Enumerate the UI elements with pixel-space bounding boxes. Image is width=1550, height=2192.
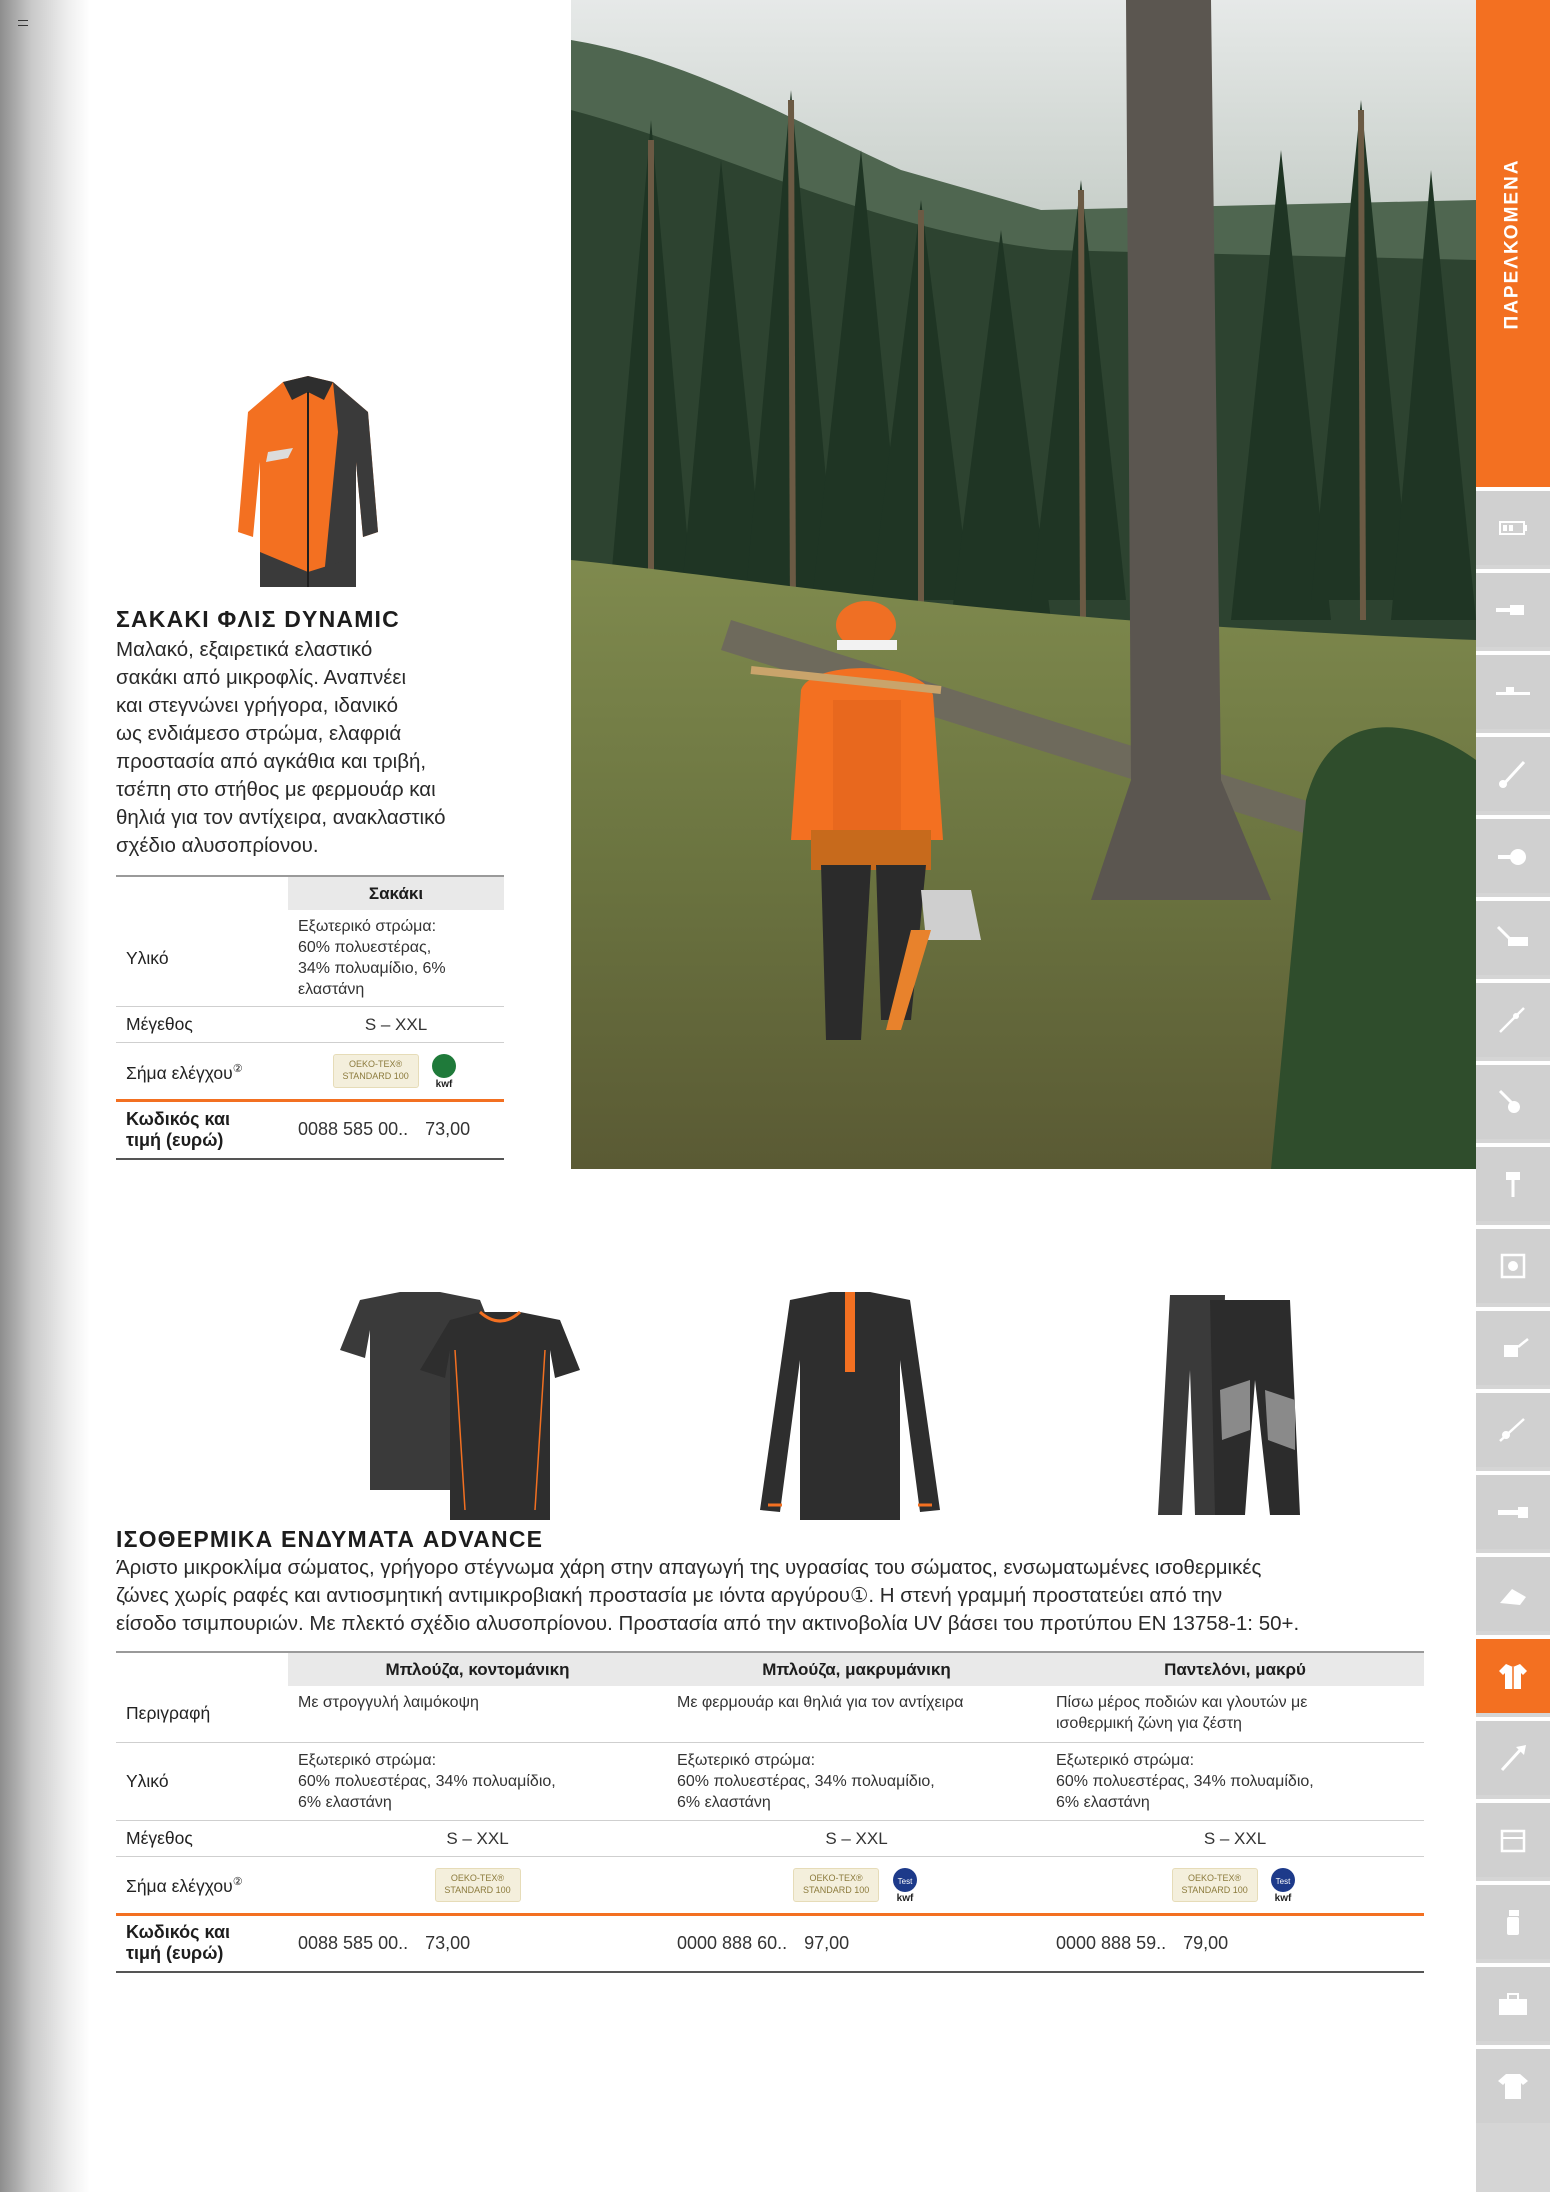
pressure-washer-icon xyxy=(1494,1333,1532,1363)
thermal-description-line: Άριστο μικροκλίμα σώματος, γρήγορο στέγνωμα χάρη στην απαγωγή της υγρασίας του σώματος, ενσωματωμένες ισοθερμικές xyxy=(116,1556,1262,1579)
brushcutter-icon xyxy=(1494,759,1532,789)
oeko-tex-badge xyxy=(333,1054,419,1088)
test-marks-cell xyxy=(1046,1856,1424,1914)
test-mark-label xyxy=(116,1856,288,1914)
hedge-trimmer-icon xyxy=(1494,1497,1532,1527)
jacket-spec-table xyxy=(116,875,504,1160)
description-cell xyxy=(288,1686,667,1742)
jacket-column-header: Σακάκι xyxy=(288,876,504,910)
material-label: Υλικό xyxy=(116,910,288,1007)
kwf-badge-text: kwf xyxy=(896,1892,914,1903)
jacket-title: ΣΑΚΑΚΙ ΦΛΙΣ DYNAMIC xyxy=(116,606,400,632)
long-pants-image xyxy=(1150,1290,1320,1520)
size-label: Μέγεθος xyxy=(116,1820,288,1856)
section-tab-label: ΠΑΡΕΛΚΟΜΕΝΑ xyxy=(1502,157,1523,330)
material-line: 60% πολυεστέρας, 34% πολυαμίδιο, xyxy=(677,1772,935,1790)
material-line: Εξωτερικό στρώμα: xyxy=(677,1751,816,1769)
material-cell xyxy=(288,1742,667,1820)
side-navigation xyxy=(1476,0,1550,2192)
trimmer-icon xyxy=(1494,1005,1532,1035)
column-header-pants: Παντελόνι, μακρύ xyxy=(1046,1652,1424,1686)
lawnmower-icon xyxy=(1494,923,1532,953)
kwf-badge-text: kwf xyxy=(436,1079,453,1089)
jacket-price-cell xyxy=(288,1101,504,1159)
nav-item-cutoff[interactable] xyxy=(1476,1225,1550,1303)
description-cell xyxy=(1046,1686,1424,1742)
nav-item-pressure-washer[interactable] xyxy=(1476,1307,1550,1385)
material-line: 6% ελαστάνη xyxy=(1056,1793,1150,1811)
material-cell xyxy=(1046,1742,1424,1820)
nav-item-brushcutter[interactable] xyxy=(1476,733,1550,811)
article-code: 0000 888 59.. xyxy=(1056,1932,1167,1953)
nav-item-merchandise[interactable] xyxy=(1476,2045,1550,2123)
jacket-price: 73,00 xyxy=(425,1119,471,1140)
description-cell xyxy=(667,1686,1046,1742)
jacket-material-value xyxy=(288,910,504,1007)
material-line: 60% πολυεστέρας, 34% πολυαμίδιο, xyxy=(298,1772,556,1790)
blower-icon xyxy=(1494,841,1532,871)
description-label: Περιγραφή xyxy=(116,1686,288,1742)
storage-box-icon xyxy=(1494,1825,1532,1855)
nav-item-vacuum[interactable] xyxy=(1476,1553,1550,1631)
jacket-article-code: 0088 585 00.. xyxy=(298,1119,409,1140)
nav-item-blower[interactable] xyxy=(1476,815,1550,893)
nav-item-sprayer[interactable] xyxy=(1476,1389,1550,1467)
tshirt-icon xyxy=(1494,2071,1532,2101)
description-line: Πίσω μέρος ποδιών και γλουτών με xyxy=(1056,1694,1308,1711)
jacket-description-line: Μαλακό, εξαιρετικά ελαστικό xyxy=(116,638,373,661)
material-line: 34% πολυαμίδιο, 6% xyxy=(298,960,446,977)
thermal-products-images xyxy=(330,1290,1340,1520)
article-code: 0088 585 00.. xyxy=(298,1932,409,1953)
material-line: Εξωτερικό στρώμα: xyxy=(298,1751,437,1769)
price-label-line: Κωδικός και xyxy=(126,1108,231,1129)
jacket-description-line: τσέπη στο στήθος με φερμουάρ και xyxy=(116,778,436,801)
nav-item-tiller[interactable] xyxy=(1476,1061,1550,1139)
table-corner-cell xyxy=(116,1652,288,1686)
cutoff-machine-icon xyxy=(1494,1251,1532,1281)
nav-item-pole-pruner[interactable] xyxy=(1476,651,1550,729)
kwf-badge xyxy=(429,1053,459,1089)
size-cell: S – XXL xyxy=(288,1820,667,1856)
fleece-jacket-image xyxy=(228,372,388,597)
jacket-test-marks xyxy=(288,1043,504,1101)
jacket-description-line: προστασία από αγκάθια και τριβή, xyxy=(116,750,427,773)
kwf-test-badge xyxy=(1268,1867,1298,1903)
nav-item-battery[interactable] xyxy=(1476,487,1550,565)
forest-scene-illustration xyxy=(571,0,1476,1169)
size-cell: S – XXL xyxy=(667,1820,1046,1856)
oeko-tex-badge xyxy=(435,1868,521,1902)
test-mark-label-text: Σήμα ελέγχου xyxy=(126,1062,233,1083)
nav-item-auger[interactable] xyxy=(1476,1143,1550,1221)
price-label-line: τιμή (ευρώ) xyxy=(126,1129,224,1150)
price-label xyxy=(116,1101,288,1159)
test-marks-cell xyxy=(288,1856,667,1914)
test-marks-cell xyxy=(667,1856,1046,1914)
nav-item-trimmer[interactable] xyxy=(1476,979,1550,1057)
toolbox-icon xyxy=(1494,1989,1532,2019)
material-label: Υλικό xyxy=(116,1742,288,1820)
jacket-description xyxy=(116,636,516,860)
price-cell xyxy=(667,1914,1046,1972)
material-line: 60% πολυεστέρας, xyxy=(298,939,432,956)
nav-item-hedge-trimmer[interactable] xyxy=(1476,1471,1550,1549)
description-line: ισοθερμική ζώνη για ζέστη xyxy=(1056,1715,1242,1732)
jacket-description-line: ως ενδιάμεσο στρώμα, ελαφριά xyxy=(116,722,402,745)
chainsaw-icon xyxy=(1494,595,1532,625)
thermal-description-line: ζώνες χωρίς ραφές και αντιοσμητική αντιμικροβιακή προστασία με ιόντα αργύρου①. Η στενή γραμμή προστατεύει από την xyxy=(116,1584,1223,1607)
article-code: 0000 888 60.. xyxy=(677,1932,788,1953)
price-cell xyxy=(288,1914,667,1972)
material-line: 6% ελαστάνη xyxy=(298,1793,392,1811)
oeko-tex-badge-line2: STANDARD 100 xyxy=(342,1071,409,1081)
battery-icon xyxy=(1494,513,1532,543)
page-edge-shadow xyxy=(0,0,90,2192)
auger-icon xyxy=(1494,1169,1532,1199)
price: 97,00 xyxy=(804,1932,850,1953)
jacket-description-line: σχέδιο αλυσοπρίονου. xyxy=(116,834,319,857)
oeko-tex-badge-line2: STANDARD 100 xyxy=(444,1884,511,1895)
thermal-spec-table xyxy=(116,1651,1424,1973)
nav-item-axe[interactable] xyxy=(1476,1717,1550,1795)
spray-bottle-icon xyxy=(1494,1907,1532,1937)
tiller-icon xyxy=(1494,1087,1532,1117)
section-tab-accessories[interactable] xyxy=(1476,0,1550,487)
price-label xyxy=(116,1914,288,1972)
nav-item-care-products[interactable] xyxy=(1476,1881,1550,1959)
oeko-tex-badge xyxy=(793,1868,879,1902)
table-corner-cell xyxy=(116,876,288,910)
nav-item-chainsaw[interactable] xyxy=(1476,569,1550,647)
price-cell xyxy=(1046,1914,1424,1972)
material-cell xyxy=(667,1742,1046,1820)
nav-item-storage[interactable] xyxy=(1476,1799,1550,1877)
oeko-tex-badge-line1: OEKO-TEX® xyxy=(450,1872,505,1883)
oeko-tex-badge xyxy=(1172,1868,1258,1902)
long-sleeve-shirt-image xyxy=(750,1290,950,1520)
footnote-marker: ② xyxy=(232,1876,243,1889)
column-header-long-sleeve: Μπλούζα, μακρυμάνικη xyxy=(667,1652,1046,1686)
material-line: Εξωτερικό στρώμα: xyxy=(298,918,437,935)
thermal-description xyxy=(116,1554,1436,1638)
jacket-description-line: και στεγνώνει γρήγορα, ιδανικό xyxy=(116,694,399,717)
jacket-description-line: θηλιά για τον αντίχειρα, ανακλαστικό xyxy=(116,806,446,829)
test-badge-text: Test xyxy=(897,1876,913,1886)
jacket-description-line: σακάκι από μικροφλίς. Αναπνέει xyxy=(116,666,407,689)
price: 79,00 xyxy=(1183,1932,1229,1953)
test-mark-label-text: Σήμα ελέγχου xyxy=(126,1875,233,1896)
jacket-icon xyxy=(1494,1661,1532,1691)
material-line: ελαστάνη xyxy=(298,981,365,998)
price: 73,00 xyxy=(425,1932,471,1953)
material-line: Εξωτερικό στρώμα: xyxy=(1056,1751,1195,1769)
sprayer-icon xyxy=(1494,1415,1532,1445)
vacuum-icon xyxy=(1494,1579,1532,1609)
axe-icon xyxy=(1494,1743,1532,1773)
column-header-short-sleeve: Μπλούζα, κοντομάνικη xyxy=(288,1652,667,1686)
description-line: Με φερμουάρ και θηλιά για τον αντίχειρα xyxy=(677,1694,964,1711)
kwf-test-badge xyxy=(890,1867,920,1903)
menu-icon[interactable] xyxy=(18,20,28,26)
size-label: Μέγεθος xyxy=(116,1007,288,1043)
thermal-title: ΙΣΟΘΕΡΜΙΚΑ ΕΝΔΥΜΑΤΑ ADVANCE xyxy=(116,1526,544,1552)
price-label-line: Κωδικός και xyxy=(126,1922,231,1943)
pole-pruner-icon xyxy=(1494,677,1532,707)
description-line: Με στρογγυλή λαιμόκοψη xyxy=(298,1694,479,1711)
test-mark-label xyxy=(116,1043,288,1101)
oeko-tex-badge-line1: OEKO-TEX® xyxy=(1188,1872,1242,1883)
hero-forest-photo xyxy=(571,0,1476,1169)
material-line: 6% ελαστάνη xyxy=(677,1793,771,1811)
nav-item-clothing[interactable] xyxy=(1476,1635,1550,1713)
footnote-marker: ② xyxy=(232,1062,243,1075)
short-sleeve-shirt-image xyxy=(330,1290,620,1520)
oeko-tex-badge-line2: STANDARD 100 xyxy=(802,1884,870,1895)
price-label-line: τιμή (ευρώ) xyxy=(126,1943,224,1964)
material-line: 60% πολυεστέρας, 34% πολυαμίδιο, xyxy=(1056,1772,1314,1790)
oeko-tex-badge-line1: OEKO-TEX® xyxy=(809,1872,863,1883)
test-badge-text: Test xyxy=(1276,1876,1291,1886)
jacket-size-value: S – XXL xyxy=(288,1007,504,1043)
kwf-badge-text: kwf xyxy=(1275,1892,1292,1903)
nav-item-toolbox[interactable] xyxy=(1476,1963,1550,2041)
size-cell: S – XXL xyxy=(1046,1820,1424,1856)
oeko-tex-badge-line2: STANDARD 100 xyxy=(1181,1884,1248,1895)
oeko-tex-badge-line1: OEKO-TEX® xyxy=(349,1059,403,1069)
thermal-description-line: είσοδο τσιμπουριών. Με πλεκτό σχέδιο αλυσοπρίονου. Προστασία από την ακτινοβολία UV βάσει του προτύπου EN 13758-1: 50+. xyxy=(116,1612,1300,1635)
nav-item-lawnmower[interactable] xyxy=(1476,897,1550,975)
